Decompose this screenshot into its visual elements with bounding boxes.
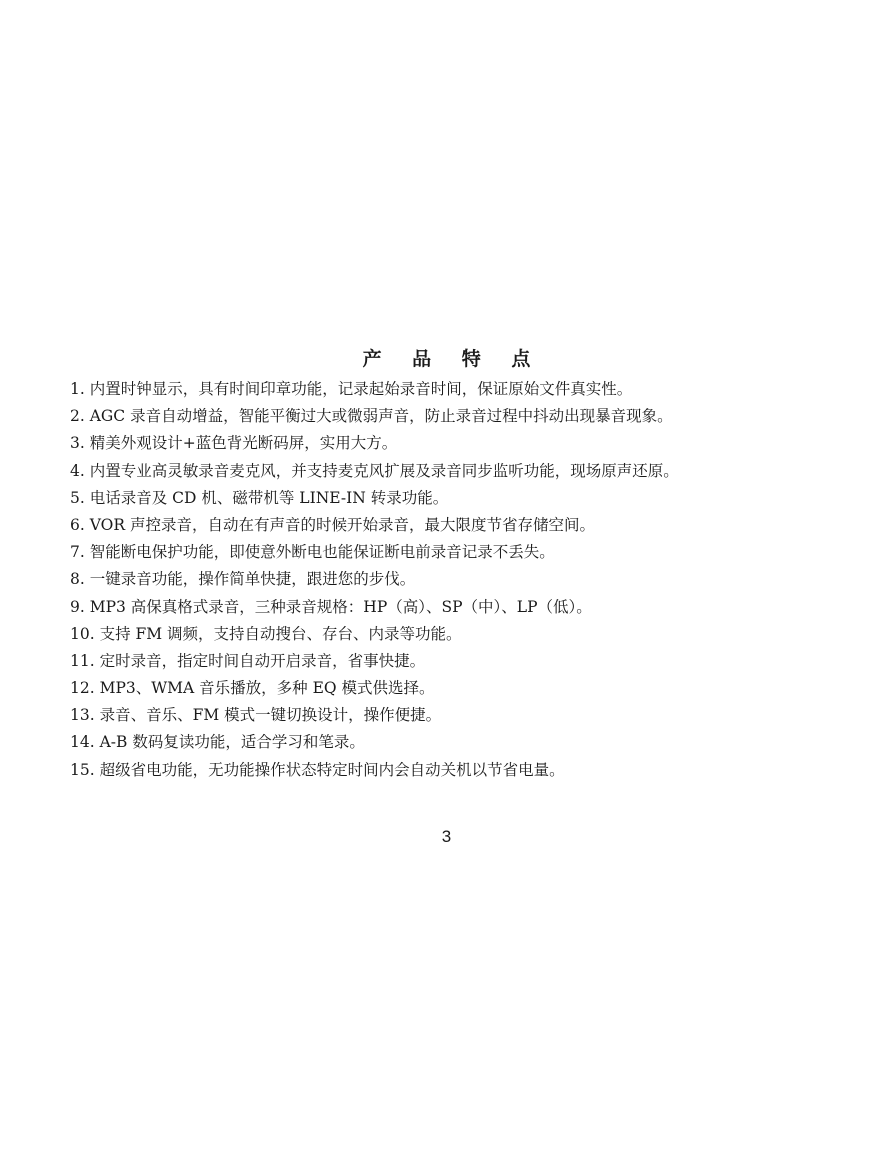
list-item: 8. 一键录音功能，操作简单快捷，跟进您的步伐。	[70, 570, 416, 589]
list-item: 15. 超级省电功能，无功能操作状态特定时间内会自动关机以节省电量。	[70, 760, 565, 779]
list-item: 11. 定时录音，指定时间自动开启录音，省事快捷。	[70, 651, 426, 670]
list-item: 2. AGC 录音自动增益，智能平衡过大或微弱声音，防止录音过程中抖动出现暴音现象。	[70, 407, 673, 426]
page-title: 产 品 特 点	[362, 348, 543, 370]
list-item: 9. MP3 高保真格式录音，三种录音规格：HP（高）、SP（中）、LP（低）。	[70, 597, 592, 616]
feature-list	[70, 376, 679, 784]
list-item: 6. VOR 声控录音，自动在有声音的时候开始录音，最大限度节省存储空间。	[70, 515, 595, 534]
list-item: 13. 录音、音乐、FM 模式一键切换设计，操作便捷。	[70, 706, 442, 725]
list-item: 12. MP3、WMA 音乐播放，多种 EQ 模式供选择。	[70, 679, 435, 698]
list-item: 1. 内置时钟显示，具有时间印章功能，记录起始录音时间，保证原始文件真实性。	[70, 380, 633, 398]
list-item: 7. 智能断电保护功能，即使意外断电也能保证断电前录音记录不丢失。	[70, 543, 555, 562]
list-item: 5. 电话录音及 CD 机、磁带机等 LINE-IN 转录功能。	[70, 488, 449, 507]
list-item: 14. A-B 数码复读功能，适合学习和笔录。	[70, 733, 365, 752]
page-number: 3	[441, 827, 452, 846]
list-item: 4. 内置专业高灵敏录音麦克风，并支持麦克风扩展及录音同步监听功能，现场原声还原。	[70, 461, 679, 480]
list-item: 3. 精美外观设计+蓝色背光断码屏，实用大方。	[70, 434, 398, 453]
list-item: 10. 支持 FM 调频，支持自动搜台、存台、内录等功能。	[70, 624, 462, 643]
